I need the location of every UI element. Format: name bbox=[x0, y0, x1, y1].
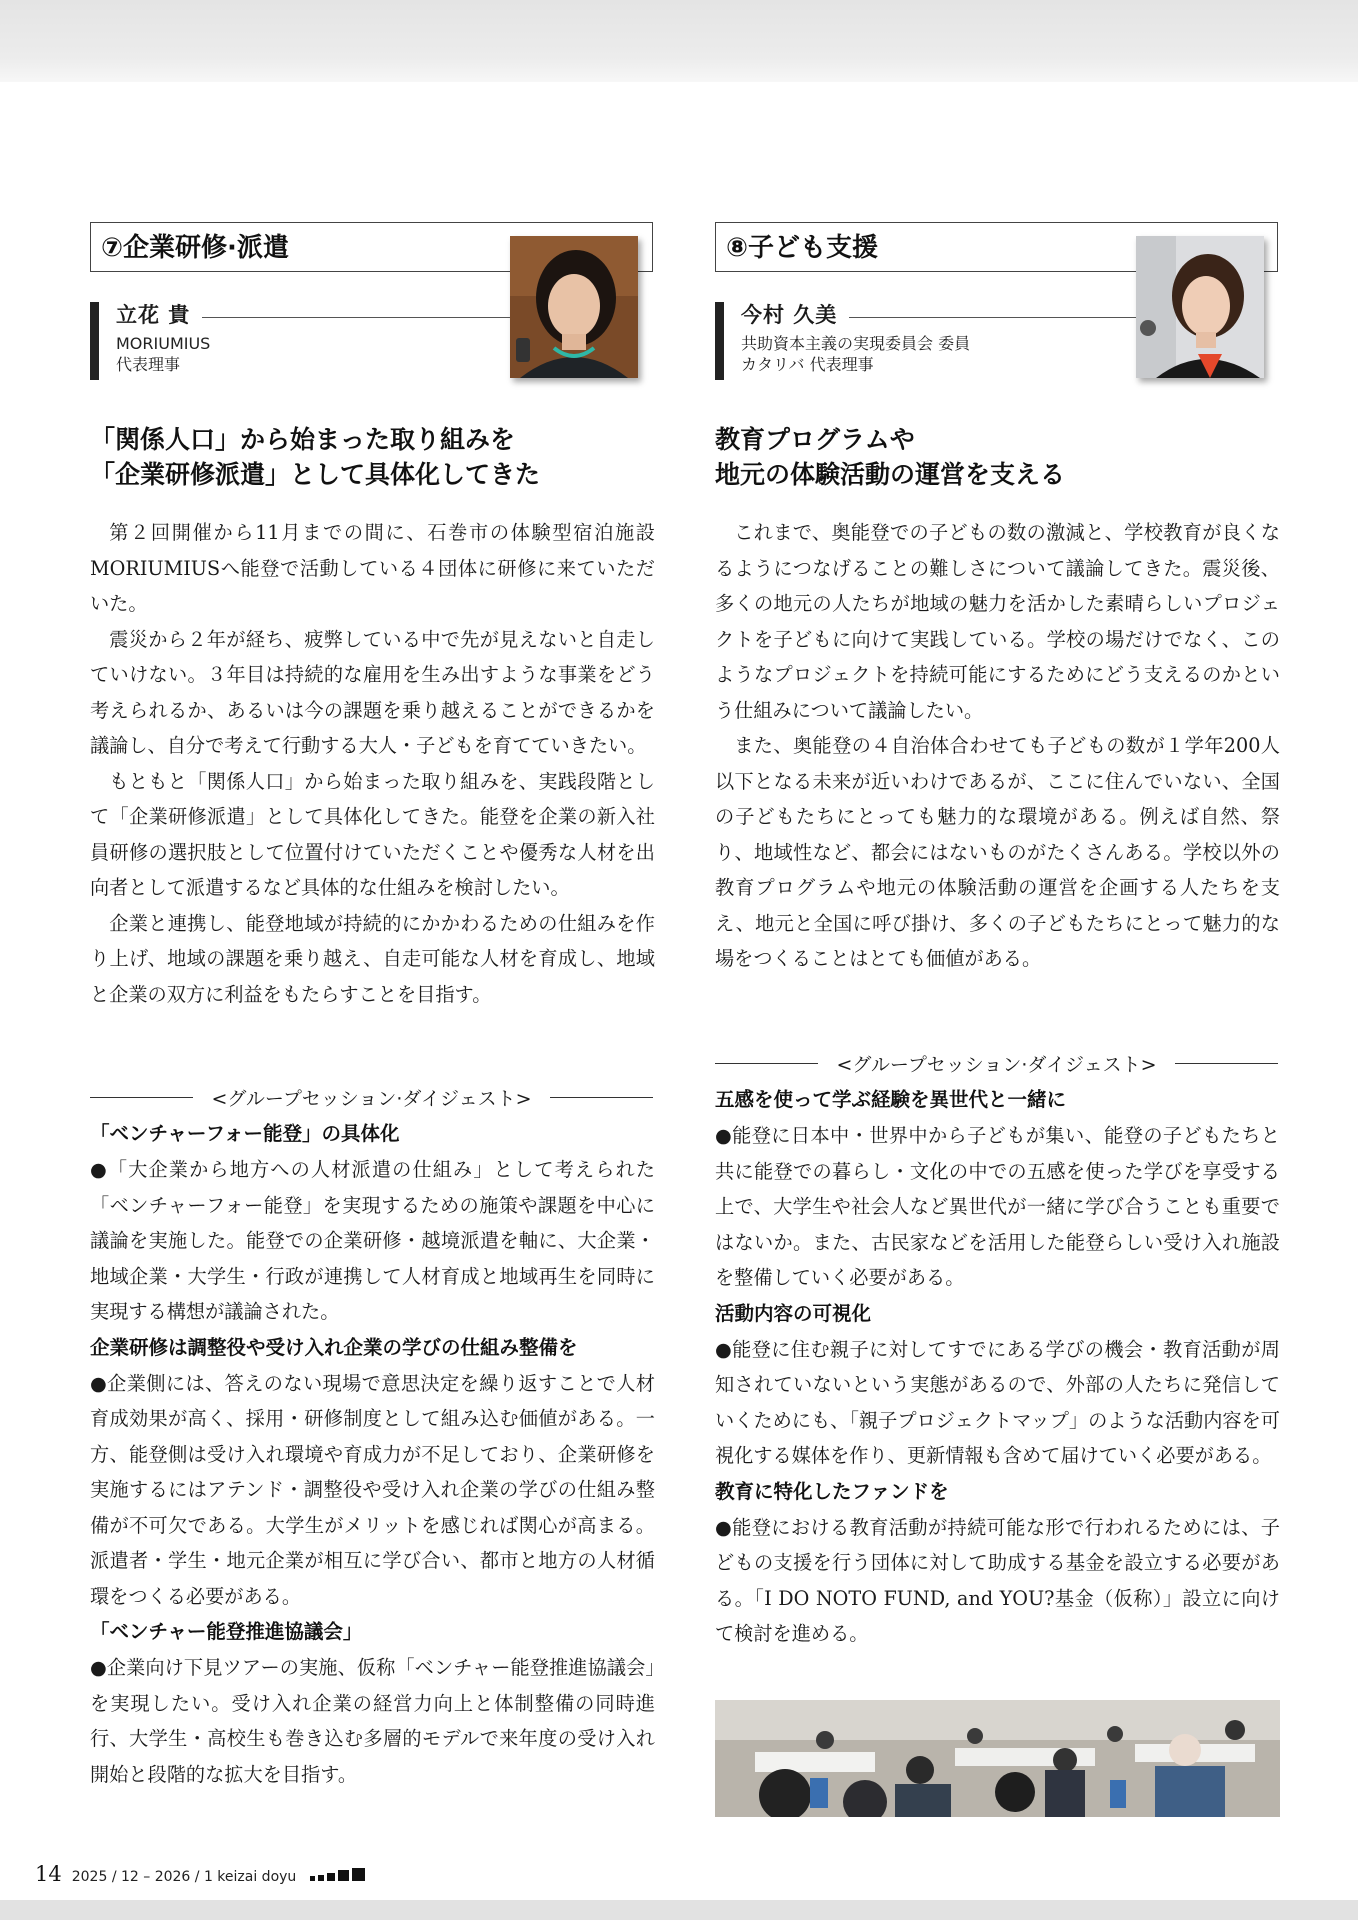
page-number: 14 bbox=[35, 1862, 62, 1886]
page-footer bbox=[35, 1862, 365, 1886]
digest-sections bbox=[715, 1082, 1280, 1652]
digest-heading: 「ベンチャーフォー能登」の具体化 bbox=[90, 1122, 400, 1145]
speaker-photo bbox=[1136, 236, 1264, 378]
speaker-rule bbox=[849, 317, 1136, 318]
speaker-title: 代表理事 bbox=[116, 355, 181, 374]
digest-text: ●能登に住む親子に対してすでにある学びの機会・教育活動が周知されていないという実態があるので、外部の人たちに発信していくためにも、「親子プロジェクトマップ」のような活動内容を可視化する媒体を作り、更新情報も含めて届けていく必要がある。 bbox=[715, 1337, 1280, 1467]
section-title: ⑧子ども支援 bbox=[726, 233, 879, 263]
headline-line: 教育プログラムや bbox=[715, 425, 915, 454]
digest-text: ●能登に日本中・世界中から子どもが集い、能登の子どもたちと共に能登での暮らし・文化の中での五感を使った学びを享受する上で、大学生や社会人など異世代が一緒に学び合うことも重要ではないか。また、古民家などを活用した能登らしい受け入れ施設を整備していく必要がある。 bbox=[715, 1124, 1280, 1289]
headline-line: 「企業研修派遣」として具体化してきた bbox=[90, 460, 541, 489]
digest-text: ●企業側には、答えのない現場で意思決定を繰り返すことで人材育成効果が高く、採用・研修制度として組み込む価値がある。一方、能登側は受け入れ環境や育成力が不足しており、企業研修を実施するにはアテンド・調整役や受け入れ企業の学びの仕組み整備が不可欠である。大学生がメリットを感じれば関心が高まる。派遣者・学生・地元企業が相互に学び合い、都市と地方の人材循環をつくる必要がある。 bbox=[90, 1371, 655, 1608]
headline-line: 「関係人口」から始まった取り組みを bbox=[90, 425, 516, 454]
paragraph: 第２回開催から11月までの間に、石巻市の体験型宿泊施設MORIUMIUSへ能登で活動している４団体に研修に来ていただいた。 bbox=[90, 521, 655, 615]
footer-squares-icon bbox=[310, 1868, 365, 1881]
digest-heading: 「ベンチャー能登推進協議会」 bbox=[90, 1620, 363, 1643]
digest-label: <グループセッション·ダイジェスト> bbox=[211, 1087, 532, 1110]
digest-text: ●企業向け下見ツアーの実施、仮称「ベンチャー能登推進協議会」を実現したい。受け入れ企業の経営力向上と体制整備の同時進行、大学生・高校生も巻き込む多層的モデルで来年度の受け入れ開始と段階的な拡大を目指す。 bbox=[90, 1656, 655, 1786]
speaker-org: MORIUMIUS bbox=[116, 334, 211, 353]
digest-heading: 五感を使って学ぶ経験を異世代と一緒に bbox=[715, 1088, 1067, 1111]
digest-divider bbox=[715, 1045, 1278, 1081]
headline bbox=[90, 422, 655, 492]
digest-heading: 教育に特化したファンドを bbox=[715, 1479, 949, 1503]
digest-divider bbox=[90, 1079, 653, 1115]
speaker-bar bbox=[90, 302, 99, 380]
speaker-bar bbox=[715, 302, 724, 380]
top-band bbox=[0, 0, 1358, 82]
bottom-band bbox=[0, 1900, 1358, 1920]
paragraph: 企業と連携し、能登地域が持続的にかかわるための仕組みを作り上げ、地域の課題を乗り越え、自走可能な人材を育成し、地域と企業の双方に利益をもたらすことを目指す。 bbox=[90, 911, 655, 1006]
speaker-rule bbox=[202, 317, 510, 318]
paragraph: また、奥能登の４自治体合わせても子どもの数が１学年200人以下となる未来が近いわけであるが、ここに住んでいない、全国の子どもたちにとっても魅力的な環境がある。例えば自然、祭り、地域性など、都会にはないものがたくさんある。学校以外の教育プログラムや地元の体験活動の運営を企画する人たちを支え、地元と全国に呼び掛け、多くの子どもたちにとって魅力的な場をつくることはとても価値がある。 bbox=[715, 734, 1280, 970]
body-text bbox=[715, 515, 1280, 977]
group-session-photo bbox=[715, 1700, 1280, 1817]
speaker-name: 立花 貴 bbox=[116, 303, 191, 327]
speaker-org: 共助資本主義の実現委員会 委員 bbox=[741, 334, 971, 353]
digest-text: ●「大企業から地方への人材派遣の仕組み」として考えられた「ベンチャーフォー能登」を実現するための施策や課題を中心に議論を実施した。能登での企業研修・越境派遣を軸に、大企業・地域企業・大学生・行政が連携して人材育成と地域再生を同時に実現する構想が議論された。 bbox=[90, 1158, 655, 1323]
paragraph: 震災から２年が経ち、疲弊している中で先が見えないと自走していけない。３年目は持続的な雇用を生み出すような事業をどう考えられるか、あるいは今の課題を乗り越えることができるかを議論し、自分で考えて行動する大人・子どもを育てていきたい。 bbox=[90, 627, 655, 757]
headline bbox=[715, 422, 1280, 492]
speaker-name: 今村 久美 bbox=[741, 303, 838, 327]
speaker-title: カタリバ 代表理事 bbox=[741, 355, 874, 374]
digest-sections bbox=[90, 1116, 655, 1792]
body-text bbox=[90, 515, 655, 1012]
paragraph: もともと「関係人口」から始まった取り組みを、実践段階として「企業研修派遣」として具体化してきた。能登を企業の新入社員研修の選択肢として位置付けていただくことや優秀な人材を出向者として派遣するなど具体的な仕組みを検討したい。 bbox=[90, 769, 655, 899]
digest-text: ●能登における教育活動が持続可能な形で行われるためには、子どもの支援を行う団体に対して助成する基金を設立する必要がある。「I DO NOTO FUND, and YOU?基金（仮称）」設立に向けて検討を進める。 bbox=[715, 1515, 1280, 1645]
paragraph: これまで、奥能登での子どもの数の激減と、学校教育が良くなるようにつなげることの難しさについて議論してきた。震災後、多くの地元の人たちが地域の魅力を活かした素晴らしいプロジェクトを子どもに向けて実践している。学校の場だけでなく、このようなプロジェクトを持続可能にするためにどう支えるのかという仕組みについて議論したい。 bbox=[715, 521, 1280, 722]
digest-label: <グループセッション·ダイジェスト> bbox=[836, 1053, 1157, 1076]
digest-heading: 活動内容の可視化 bbox=[715, 1301, 872, 1325]
section-title: ⑦企業研修·派遣 bbox=[101, 233, 289, 263]
headline-line: 地元の体験活動の運営を支える bbox=[715, 460, 1066, 489]
digest-heading: 企業研修は調整役や受け入れ企業の学びの仕組み整備を bbox=[90, 1335, 578, 1359]
speaker-photo bbox=[510, 236, 638, 378]
issue-date-magazine: 2025 / 12 – 2026 / 1 keizai doyu bbox=[71, 1869, 297, 1885]
